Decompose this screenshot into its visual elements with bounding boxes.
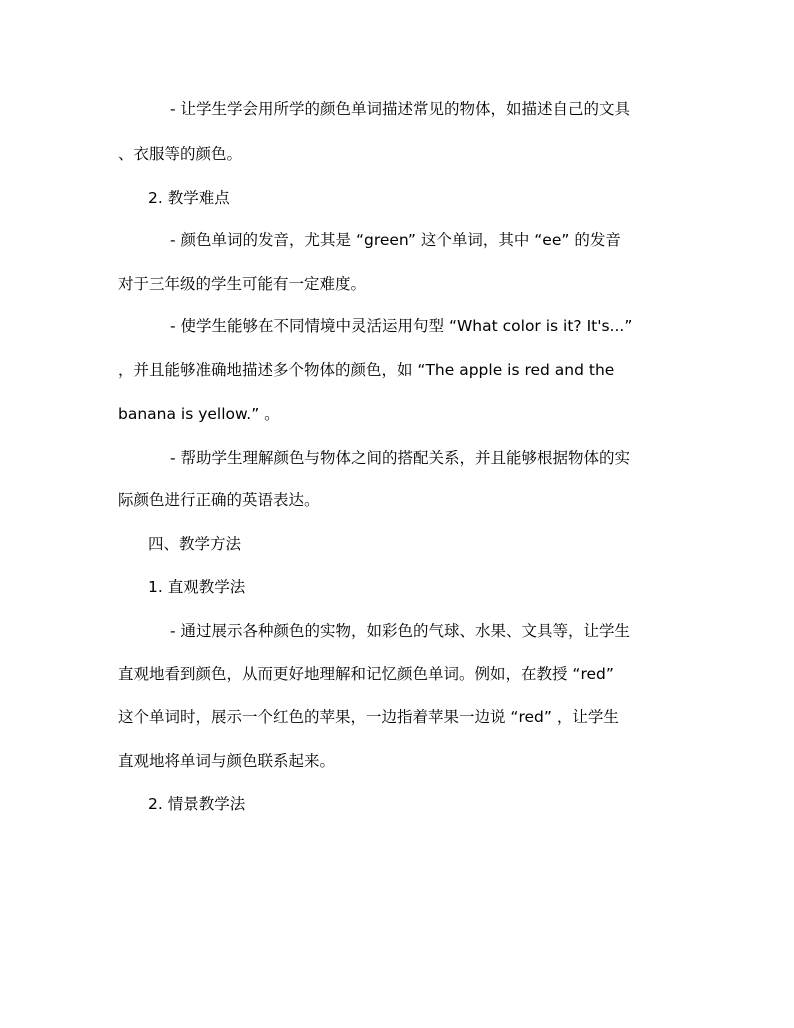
text-line: 际颜色进行正确的英语表达。 [118,491,320,509]
section-heading: 2. 情景教学法 [148,795,246,813]
text-line: - 使学生能够在不同情境中灵活运用句型 “What color is it? It's...” [170,317,633,335]
section-heading: 1. 直观教学法 [148,578,246,596]
text-line: - 通过展示各种颜色的实物，如彩色的气球、水果、文具等，让学生 [170,622,631,640]
section-heading: 2. 教学难点 [148,189,230,207]
text-line: 直观地看到颜色，从而更好地理解和记忆颜色单词。例如，在教授 “red” [118,665,614,683]
text-line: - 帮助学生理解颜色与物体之间的搭配关系，并且能够根据物体的实 [170,449,631,467]
text-line: - 颜色单词的发音，尤其是 “green” 这个单词，其中 “ee” 的发音 [170,231,621,249]
section-heading: 四、教学方法 [148,535,242,553]
text-line: 对于三年级的学生可能有一定难度。 [118,275,367,293]
text-line: - 让学生学会用所学的颜色单词描述常见的物体，如描述自己的文具 [170,100,631,118]
text-line: ，并且能够准确地描述多个物体的颜色，如 “The apple is red and the [118,361,615,379]
text-line: 这个单词时，展示一个红色的苹果，一边指着苹果一边说 “red” ，让学生 [118,708,619,726]
text-line: 直观地将单词与颜色联系起来。 [118,752,336,770]
text-line: banana is yellow.” 。 [118,405,280,423]
text-line: 、衣服等的颜色。 [118,145,243,163]
